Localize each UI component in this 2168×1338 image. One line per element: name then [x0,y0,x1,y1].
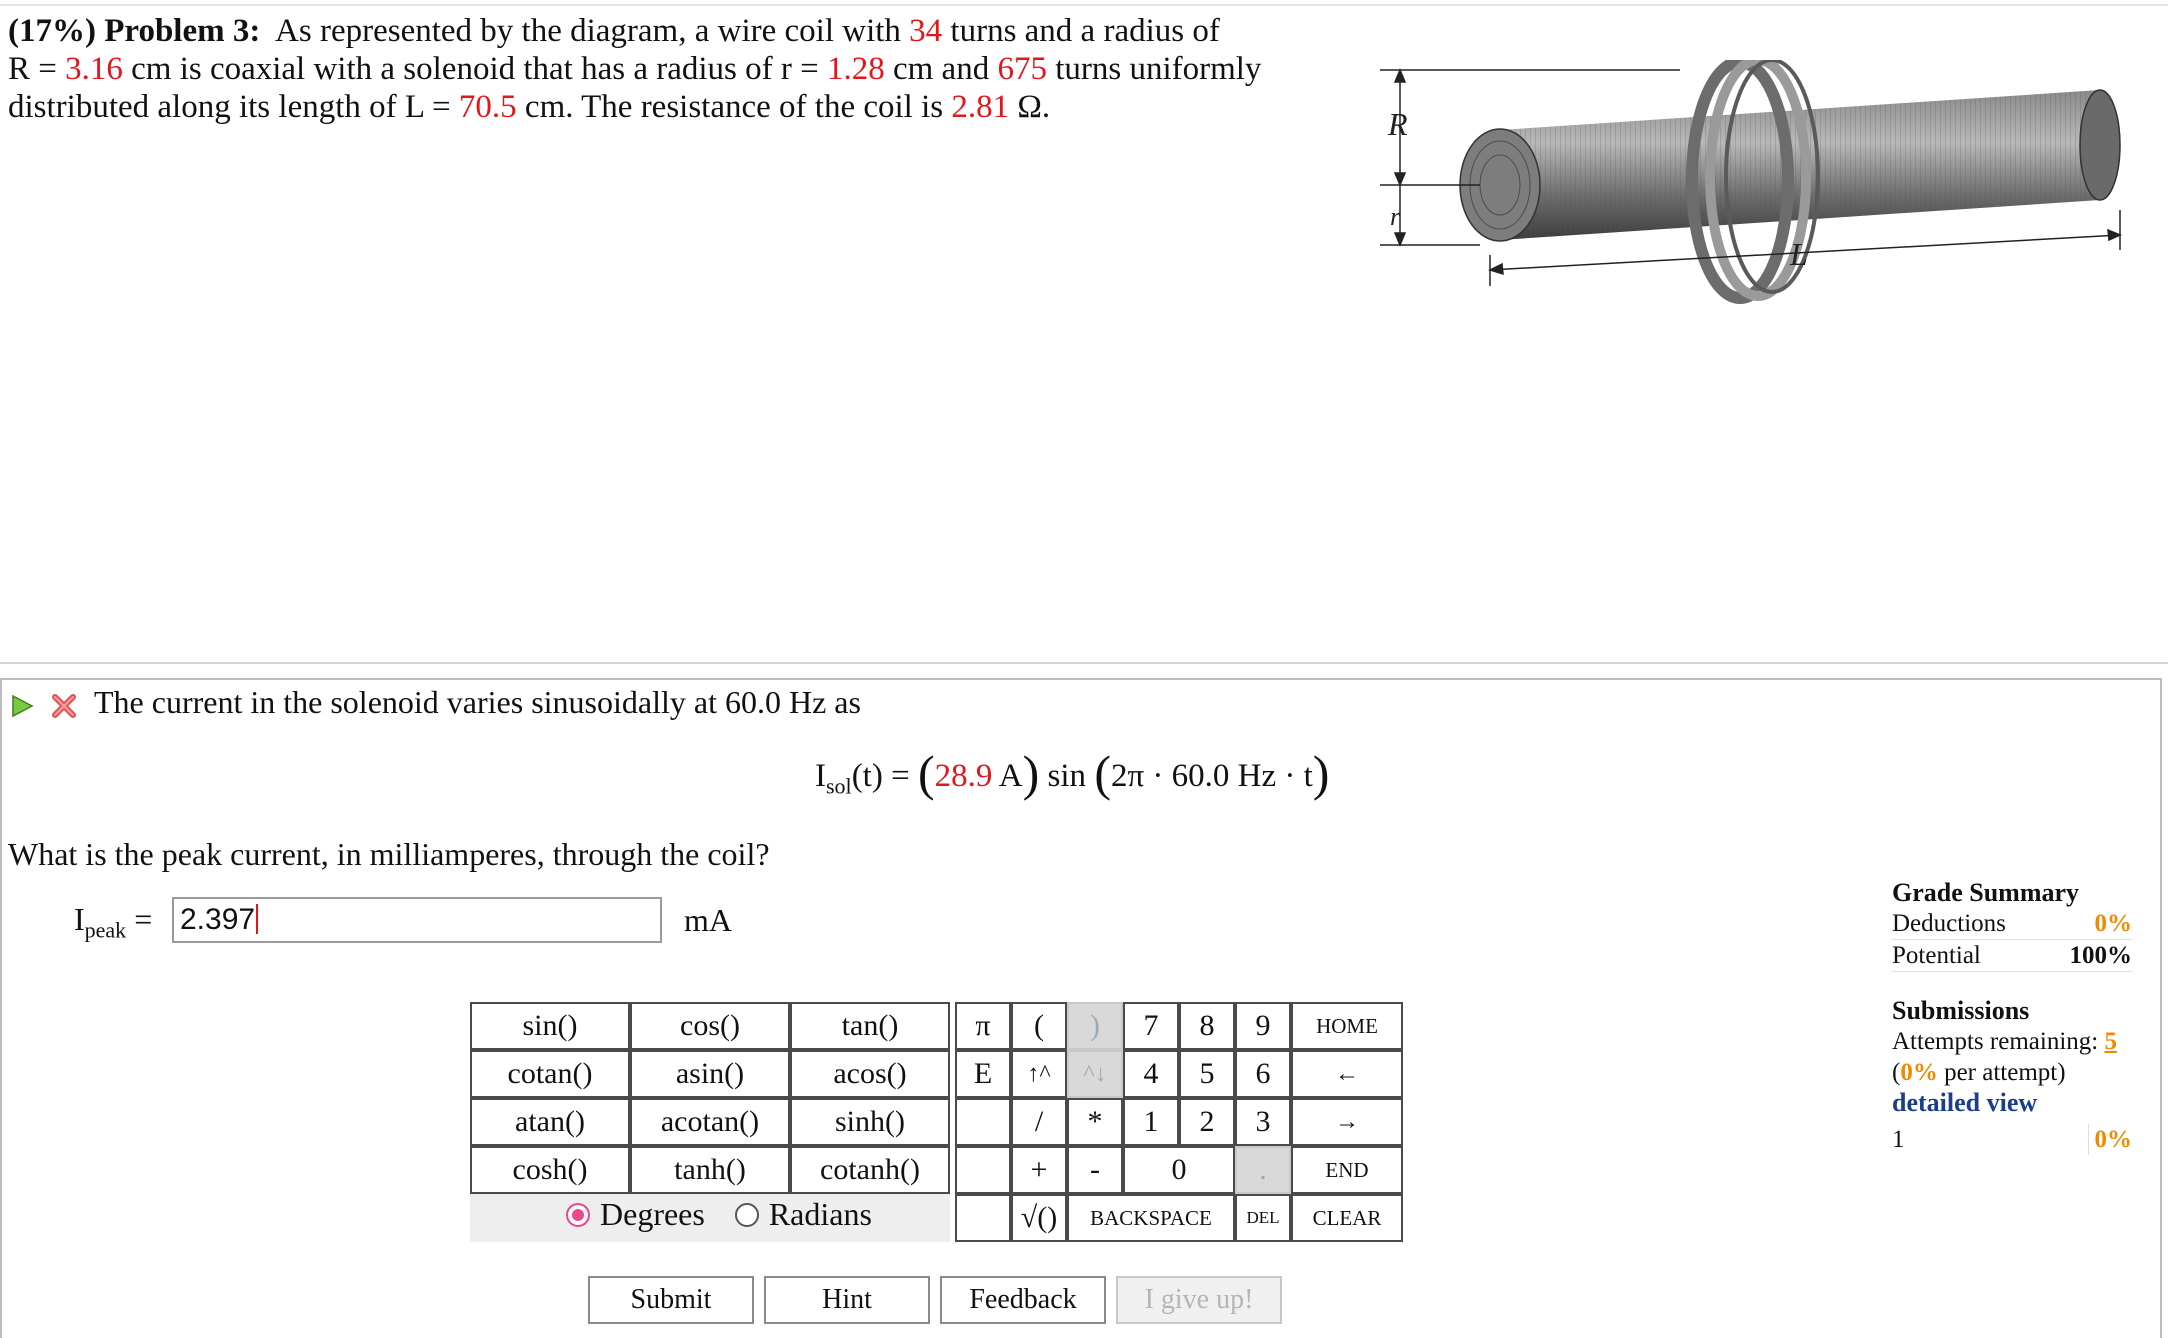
calc-multiply-button[interactable]: * [1067,1098,1123,1146]
calc-plus-button[interactable]: + [1011,1146,1067,1194]
problem-text: cm and [892,51,990,87]
calc-blank-key [955,1194,1011,1242]
answer-label [74,901,152,943]
part-intro-text: The current in the solenoid varies sinusoidally at 60.0 Hz as [94,684,861,720]
submission-row [1892,1124,2132,1155]
problem-text: cm is coaxial with a solenoid that has a radius of r = [131,51,819,87]
calc-digit-1[interactable]: 1 [1123,1098,1179,1146]
per-attempt-open: ( [1892,1059,1901,1086]
deductions-value: 0% [2094,910,2132,937]
attempts-remaining [1892,1026,2132,1057]
calc-digit-7[interactable]: 7 [1123,1002,1179,1050]
calc-left-arrow-button[interactable]: ← [1291,1050,1403,1098]
feedback-button[interactable]: Feedback [940,1276,1106,1324]
calc-E-button[interactable]: E [955,1050,1011,1098]
text-caret [256,904,258,934]
resistance-value: 2.81 [951,89,1010,125]
angle-mode-selector [566,1196,872,1233]
attempts-label: Attempts remaining: [1892,1028,2099,1055]
hint-button[interactable]: Hint [764,1276,930,1324]
answer-equals: = [134,901,153,937]
problem-text: R = [8,51,57,87]
detailed-view-link[interactable]: detailed view [1892,1088,2038,1117]
current-equation: $I_{sol}(t) = (28.9$ A) sin (2π · 60.0 Hz · t) [815,745,1330,801]
problem-text: As represented by the diagram, a wire coil with [275,13,901,49]
radians-label: Radians [768,1196,872,1232]
calc-sinh-button[interactable]: sinh() [790,1098,950,1146]
calc-home-button[interactable]: HOME [1291,1002,1403,1050]
eq-subscript: sol [826,773,852,799]
eq-symbol: I [815,758,826,794]
calc-digit-8[interactable]: 8 [1179,1002,1235,1050]
degrees-label: Degrees [600,1196,705,1232]
solenoid-turns-value: 675 [997,51,1047,87]
calc-pi-button[interactable]: π [955,1002,1011,1050]
calc-acotan-button[interactable]: acotan() [630,1098,790,1146]
calc-cotan-button[interactable]: cotan() [470,1050,630,1098]
calc-end-button[interactable]: END [1291,1146,1403,1194]
problem-statement [8,12,1308,126]
calc-backspace-button[interactable]: BACKSPACE [1067,1194,1235,1242]
grade-summary-title: Grade Summary [1892,878,2080,907]
top-rule [0,4,2168,6]
amplitude-value: 28.9 [934,758,993,794]
calc-digit-0[interactable]: 0 [1123,1146,1235,1194]
calc-digit-9[interactable]: 9 [1235,1002,1291,1050]
coil-turns-value: 34 [909,13,943,49]
answer-input-value: 2.397 [180,903,256,936]
unit-label: mA [684,902,732,938]
calc-down-button[interactable]: ^↓ [1067,1050,1123,1098]
calc-del-button[interactable]: DEL [1235,1194,1291,1242]
diagram-label-r: r [1390,202,1401,231]
potential-row [1892,940,2132,972]
per-attempt-value: 0% [1900,1059,1938,1086]
submit-button[interactable]: Submit [588,1276,754,1324]
answer-input[interactable] [172,897,662,943]
calc-blank-key [955,1146,1011,1194]
problem-weight: (17%) [8,13,96,49]
problem-text: turns uniformly [1055,51,1262,87]
problem-title: Problem 3: [104,13,261,49]
calc-tanh-button[interactable]: tanh() [630,1146,790,1194]
diagram-label-L: L [1790,236,1808,272]
attempts-value: 5 [2104,1028,2117,1055]
coil-radius-value: 3.16 [65,51,123,87]
solenoid-radius-value: 1.28 [826,51,885,87]
calc-cos-button[interactable]: cos() [630,1002,790,1050]
calc-acos-button[interactable]: acos() [790,1050,950,1098]
radians-radio[interactable] [735,1203,759,1227]
diagram-label-R: R [1388,106,1408,142]
section-divider [0,662,2168,664]
calc-tan-button[interactable]: tan() [790,1002,950,1050]
calc-minus-button[interactable]: - [1067,1146,1123,1194]
question-text: What is the peak current, in milliamperes, through the coil? [8,836,770,872]
answer-subscript: peak [84,917,127,943]
problem-text: cm. The resistance of the coil is [524,89,944,125]
per-attempt-text [1892,1057,2132,1088]
submission-value: 0% [2088,1124,2133,1155]
calc-sqrt-button[interactable]: √() [1011,1194,1067,1242]
amplitude-unit: A [998,758,1023,794]
problem-text: Ω. [1017,89,1051,125]
potential-label: Potential [1892,942,1981,969]
per-attempt-rest: per attempt) [1944,1059,2066,1086]
calc-cosh-button[interactable]: cosh() [470,1146,630,1194]
calc-digit-4[interactable]: 4 [1123,1050,1179,1098]
submission-number: 1 [1892,1126,1905,1153]
calc-divide-button[interactable]: / [1011,1098,1067,1146]
coil-solenoid-diagram [1380,60,2140,400]
calc-lparen-button[interactable]: ( [1011,1002,1067,1050]
degrees-radio[interactable] [566,1203,590,1227]
eq-sin: sin [1047,758,1087,794]
problem-text: distributed along its length of L = [8,89,451,125]
calc-right-arrow-button[interactable]: → [1291,1098,1403,1146]
solenoid-length-value: 70.5 [458,89,517,125]
calc-clear-button[interactable]: CLEAR [1291,1194,1403,1242]
deductions-label: Deductions [1892,910,2006,937]
calc-rparen-button[interactable]: ) [1067,1002,1123,1050]
answer-symbol: I [74,901,85,937]
calc-up-button[interactable]: ↑^ [1011,1050,1067,1098]
calc-cotanh-button[interactable]: cotanh() [790,1146,950,1194]
expand-play-icon[interactable] [10,694,34,718]
calc-digit-3[interactable]: 3 [1235,1098,1291,1146]
calc-digit-6[interactable]: 6 [1235,1050,1291,1098]
incorrect-x-icon [50,692,78,720]
grade-summary [1892,878,2132,1155]
problem-text: turns and a radius of [950,13,1220,49]
eq-arg: (t) = [851,758,910,794]
calc-sin-button[interactable]: sin() [470,1002,630,1050]
calc-dot-button[interactable]: . [1235,1146,1291,1194]
eq-inner: 2π · 60.0 Hz · t [1110,758,1313,794]
potential-value: 100% [2069,942,2132,969]
calc-digit-5[interactable]: 5 [1179,1050,1235,1098]
submissions-title: Submissions [1892,996,2030,1025]
calc-atan-button[interactable]: atan() [470,1098,630,1146]
calc-asin-button[interactable]: asin() [630,1050,790,1098]
calc-digit-2[interactable]: 2 [1179,1098,1235,1146]
calc-blank-key [955,1098,1011,1146]
deductions-row [1892,908,2132,940]
give-up-button[interactable]: I give up! [1116,1276,1282,1324]
